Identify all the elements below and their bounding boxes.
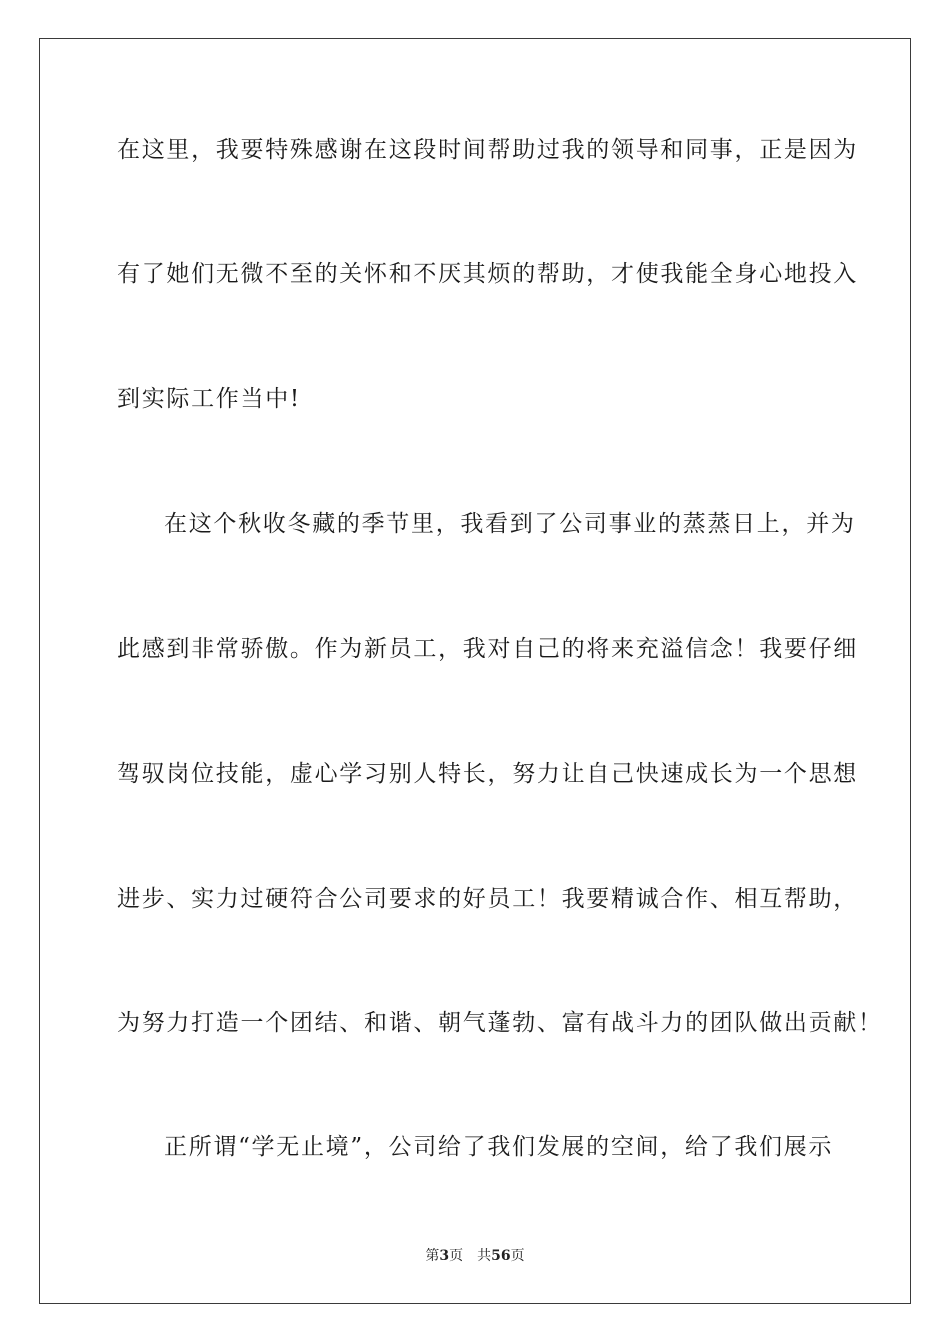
body-line: 有了她们无微不至的关怀和不厌其烦的帮助，才使我能全身心地投入 — [117, 261, 858, 287]
body-line-paragraph-start: 在这个秋收冬藏的季节里，我看到了公司事业的蒸蒸日上，并为 — [164, 511, 856, 537]
page-footer — [0, 1246, 950, 1266]
page-frame — [39, 38, 911, 1304]
body-line-paragraph-start: 正所谓“学无止境”，公司给了我们发展的空间，给了我们展示 — [164, 1134, 834, 1160]
page-number: 3 — [439, 1248, 450, 1264]
body-line: 此感到非常骄傲。作为新员工，我对自己的将来充溢信念！我要仔细 — [117, 636, 858, 662]
body-line: 为努力打造一个团结、和谐、朝气蓬勃、富有战斗力的团队做出贡献！ — [117, 1010, 883, 1036]
body-line: 进步、实力过硬符合公司要求的好员工！我要精诚合作、相互帮助， — [117, 886, 858, 912]
total-pages: 56 — [491, 1248, 511, 1264]
body-line: 在这里，我要特殊感谢在这段时间帮助过我的领导和同事，正是因为 — [117, 137, 858, 163]
body-line: 驾驭岗位技能，虚心学习别人特长，努力让自己快速成长为一个思想 — [117, 761, 858, 787]
page-suffix: 页 — [449, 1248, 464, 1264]
body-line: 到实际工作当中! — [117, 386, 301, 412]
page-prefix: 第 — [425, 1248, 440, 1264]
total-suffix: 页 — [510, 1248, 525, 1264]
total-prefix: 共 — [477, 1248, 492, 1264]
